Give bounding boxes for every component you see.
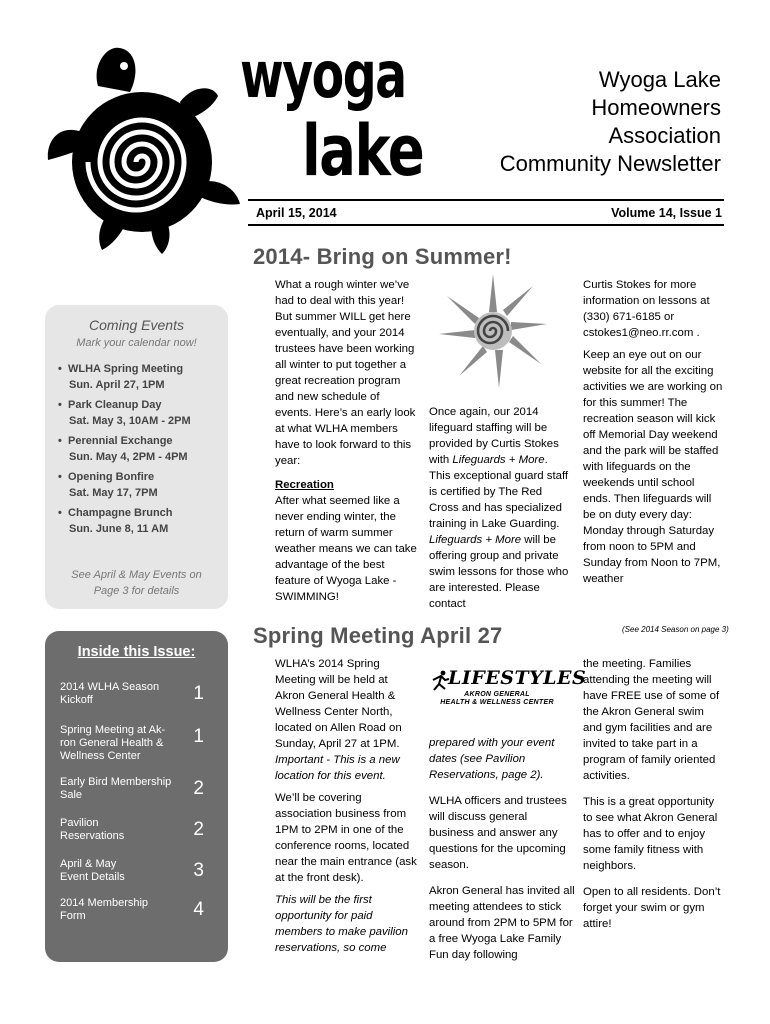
toc-item[interactable] — [60, 681, 218, 707]
divider-top — [248, 199, 724, 201]
wordmark-lake: lake — [302, 110, 424, 192]
meeting-location-text: WLHA’s 2014 Spring Meeting will be held at Akron General Health & Wellness Center North, located on Allen Road on Sunday, April 27 at 1PM. — [275, 658, 402, 750]
toc-label: 2014 Membership Form — [60, 897, 149, 922]
meeting-families: the meeting. Families attending the meeting will have FREE use of some of the Akron General swim and gym facilities and are invited to take part in a program of family oriented activities. — [583, 658, 720, 782]
toc-page: 2 — [193, 778, 204, 799]
summer-col-3 — [583, 277, 725, 593]
bullet-icon: • — [58, 507, 62, 519]
lifeguard-brand: Lifeguards + More — [429, 534, 522, 546]
event-item — [58, 361, 228, 393]
meeting-invite: Akron General has invited all meeting attendees to stick around from 2PM to 5PM for a free Wyoga Lake Family Fun day following — [429, 885, 575, 961]
toc-item[interactable] — [60, 858, 218, 884]
association-title — [421, 66, 721, 178]
recreation-heading: Recreation — [275, 479, 334, 491]
meeting-col-3 — [583, 656, 725, 938]
summer-col-1 — [275, 277, 419, 611]
event-name: Champagne Brunch — [68, 507, 173, 519]
bullet-icon: • — [58, 363, 62, 375]
meeting-location-note: Important - This is a new location for this event. — [275, 754, 400, 782]
toc-item[interactable] — [60, 817, 218, 843]
meeting-location — [275, 656, 419, 784]
lifestyles-sub-1: AKRON GENERAL — [464, 691, 530, 698]
lifestyles-wordmark: LIFESTYLES — [448, 667, 587, 689]
toc-label: Spring Meeting at Ak-ron General Health & Wellness Center — [60, 724, 166, 762]
assoc-line-1: Wyoga Lake — [598, 67, 721, 92]
bullet-icon: • — [58, 435, 62, 447]
event-item — [58, 469, 228, 501]
meeting-business: We’ll be covering association business from 1PM to 2PM in one of the conference rooms, located near the main entrance (ask at the front desk). — [275, 792, 417, 884]
toc-page: 1 — [193, 683, 204, 704]
assoc-line-2: Homeowners — [591, 95, 721, 120]
event-name: Perennial Exchange — [68, 435, 173, 447]
assoc-line-3: Association — [608, 123, 721, 148]
toc-item[interactable] — [60, 724, 218, 763]
lessons-paragraph: Curtis Stokes for more information on lessons at (330) 671-6185 or cstokes1@neo.rr.com . — [583, 279, 710, 339]
toc-item[interactable] — [60, 776, 218, 802]
toc-page: 2 — [193, 819, 204, 840]
recreation-body: After what seemed like a never ending winter, the return of warm summer weather means we can take advantage of the best feature of Wyoga Lake - SWIMMING! — [275, 495, 417, 603]
events-note: See April & May Events on Page 3 for details — [71, 569, 202, 597]
bullet-icon: • — [58, 399, 62, 411]
toc-label: Pavilion Reservations — [60, 817, 125, 842]
toc-page: 4 — [193, 899, 204, 920]
issue-date: April 15, 2014 — [256, 206, 337, 220]
events-subtitle: Mark your calendar now! — [76, 337, 197, 349]
issue-volume: Volume 14, Issue 1 — [611, 206, 722, 220]
event-when: Sun. June 8, 11 AM — [69, 523, 169, 535]
meeting-prepare-text: prepared with your event dates (see Pavilion Reservations, page 2). — [429, 737, 555, 781]
summer-col-2 — [429, 404, 571, 618]
lifeguard-text-a: Once again, our 2014 lifeguard staffing will be provided by Curtis Stokes with — [429, 406, 559, 466]
toc-label: 2014 WLHA Season Kickoff — [60, 681, 160, 706]
toc-page: 3 — [193, 860, 204, 881]
events-title: Coming Events — [89, 317, 184, 333]
meeting-col-2 — [429, 735, 575, 969]
dateline — [256, 206, 722, 220]
toc-label: Early Bird Membership Sale — [60, 776, 172, 801]
bullet-icon: • — [58, 471, 62, 483]
wordmark-wyoga: wyoga — [240, 39, 406, 113]
coming-events-box — [45, 305, 228, 609]
events-list — [45, 361, 228, 537]
headline-meeting: Spring Meeting April 27 — [253, 623, 503, 648]
meeting-opportunity: This is a great opportunity to see what Akron General has to offer and to enjoy some family fitness with neighbors. — [583, 796, 718, 872]
inside-this-issue-box — [45, 631, 228, 962]
toc-label: April & May Event Details — [60, 858, 125, 883]
meeting-col-1 — [275, 656, 419, 962]
event-name: WLHA Spring Meeting — [68, 363, 184, 375]
meeting-prepare — [429, 735, 575, 783]
season-paragraph: Keep an eye out on our website for all the exciting activities we are working on for this summer! The recreation season will kick off Memorial Day weekend and the park will be staffed with lifeguards on the weekends until school ends. Then lifeguards will be on duty every day: Monday through Saturday from noon to 5PM and Sunday from Noon to 7PM, weather — [583, 349, 723, 585]
event-when: Sun. May 4, 2PM - 4PM — [69, 451, 188, 463]
event-name: Opening Bonfire — [68, 471, 155, 483]
turtle-logo — [40, 40, 245, 255]
event-when: Sat. May 17, 7PM — [69, 487, 158, 499]
see-season-ref: (See 2014 Season on page 3) — [622, 625, 729, 634]
meeting-reservations — [275, 892, 419, 956]
summer-intro: What a rough winter we’ve had to deal with this year! But summer WILL get here eventually, and your 2014 trustees have been working all winter to put together a great recreation program and new schedule of events. Here’s an early look at what WLHA members have to look forward to this year: — [275, 279, 416, 467]
event-item — [58, 397, 228, 429]
sun-spiral-logo — [437, 272, 549, 390]
event-name: Park Cleanup Day — [68, 399, 162, 411]
runner-icon — [431, 670, 451, 692]
meeting-officers: WLHA officers and trustees will discuss general business and answer any questions for the upcoming season. — [429, 795, 567, 871]
inside-title: Inside this Issue: — [77, 644, 196, 660]
lifestyles-sub-2: HEALTH & WELLNESS CENTER — [440, 699, 554, 706]
lifeguard-text-b: . This exceptional guard staff is certified by The Red Cross and has specialized training in Lake Guarding. — [429, 454, 569, 530]
meeting-open: Open to all residents. Don’t forget your swim or gym attire! — [583, 886, 721, 930]
event-item — [58, 433, 228, 465]
divider-bottom — [248, 224, 724, 226]
event-when: Sat. May 3, 10AM - 2PM — [69, 415, 191, 427]
lifeguard-brand: Lifeguards + More — [452, 454, 545, 466]
toc-page: 1 — [193, 726, 204, 747]
meeting-reservations-text: This will be the first opportunity for paid members to make pavilion reservations, so come — [275, 894, 408, 954]
assoc-line-4: Community Newsletter — [499, 151, 721, 176]
headline-summer: 2014- Bring on Summer! — [253, 244, 512, 269]
lifeguard-paragraph — [429, 404, 571, 612]
event-item — [58, 505, 228, 537]
event-when: Sun. April 27, 1PM — [69, 379, 165, 391]
lifeguard-text-c: will be offering group and private swim lessons for those who are interested. Please contact — [429, 534, 569, 610]
toc-item[interactable] — [60, 897, 218, 923]
